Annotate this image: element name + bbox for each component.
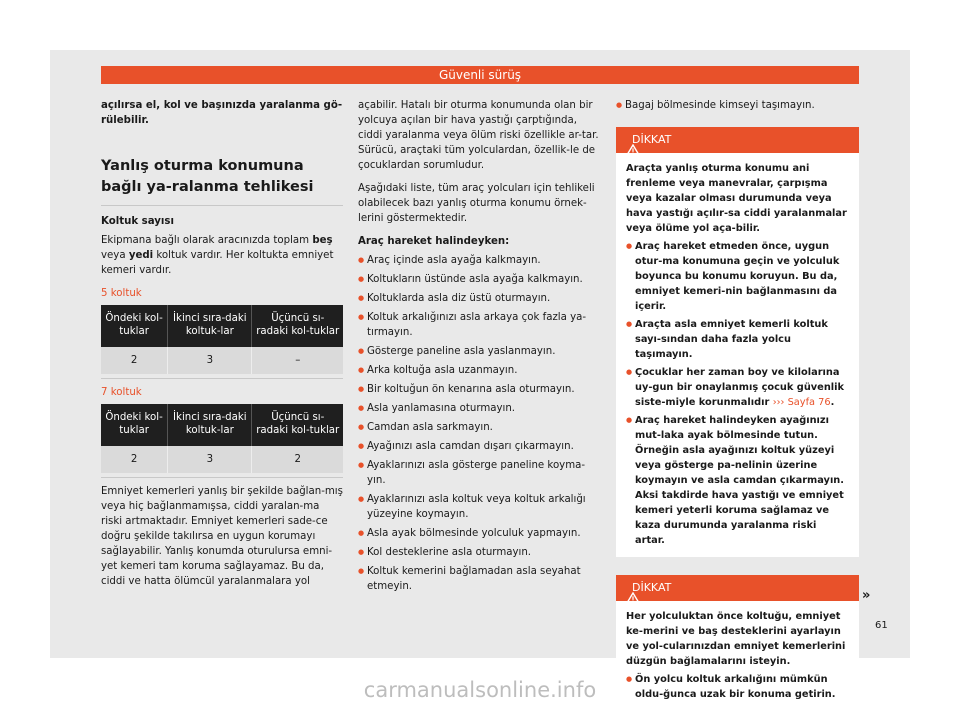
table-header-cell: İkinci sıra-daki koltuk-lar <box>168 404 252 446</box>
lead-text: açılırsa el, kol ve başınızda yaralanma gö-rülebilir. <box>101 100 343 126</box>
subheading-seat-count: Koltuk sayısı <box>101 216 174 227</box>
table-cell: – <box>252 347 343 374</box>
list-item: ● Ayağınızı asla camdan dışarı çıkarmayın. <box>358 439 601 454</box>
warning-header <box>616 575 859 601</box>
list-item: ● Koltukların üstünde asla ayağa kalkmayın. <box>358 272 601 287</box>
watermark: carmanualsonline.info <box>363 678 597 702</box>
subheading-while-driving: Araç hareket halindeyken: <box>358 236 510 247</box>
warning-header <box>616 127 859 153</box>
warning-intro: Her yolculuktan önce koltuğu, emniyet ke-merini ve baş desteklerini ayarlayın ve yol-cularınızdan emniyet kemerlerini düzgün bağlamalarını isteyin. <box>626 611 846 667</box>
column-3 <box>616 98 859 711</box>
warning-title: DİKKAT <box>632 133 672 146</box>
seat-table-5 <box>101 305 343 374</box>
list-item: ● Asla yanlamasına oturmayın. <box>358 401 601 416</box>
table-cell: 3 <box>168 347 252 374</box>
table-cell: 3 <box>168 446 252 473</box>
list-item: ● Bagaj bölmesinde kimseyi taşımayın. <box>616 98 859 113</box>
warning-list-item: ● Çocuklar her zaman boy ve kilolarına uy-gun bir onaylanmış çocuk güvenlik siste-miyle korunmalıdır ››› Sayfa 76. <box>626 365 849 410</box>
list-item: ● Ayaklarınızı asla gösterge paneline koyma-yın. <box>358 458 601 488</box>
warning-list-item: ● Araç hareket etmeden önce, uygun otur-ma konumuna geçin ve yolculuk boyunca bu konumu koruyun. Bu da, emniyet kemeri-nin bağlanmasını da içerir. <box>626 239 849 314</box>
table-divider <box>101 374 343 379</box>
warning-title: DİKKAT <box>632 581 672 594</box>
warning-intro: Araçta yanlış oturma konumu ani frenleme veya manevralar, çarpışma veya kazalar olması durumunda veya hava yastığı açılır-sa ciddi yaralanmalar veya ölüme yol aça-bilir. <box>626 163 847 234</box>
warning-list-item: ● Araçta asla emniyet kemerli koltuk sayı-sından daha fazla yolcu taşımayın. <box>626 317 849 362</box>
continue-arrow-icon: » <box>862 588 871 603</box>
list-item: ● Kol desteklerine asla oturmayın. <box>358 545 601 560</box>
list-item: ● Koltuk arkalığınızı asla arkaya çok fazla ya-tırmayın. <box>358 310 601 340</box>
table-label-7-seats: 7 koltuk <box>101 387 142 398</box>
list-item: ● Arka koltuğa asla uzanmayın. <box>358 363 601 378</box>
list-item: ● Araç içinde asla ayağa kalkmayın. <box>358 253 601 268</box>
body-paragraph: Aşağıdaki liste, tüm araç yolcuları için tehlikeli olabilecek bazı yanlış oturma konumu örnek-lerini göstermektedir. <box>358 183 595 224</box>
body-paragraph: açabilir. Hatalı bir oturma konumunda olan bir yolcuya açılan bir hava yastığı çarptığında, ciddi yaralanma veya ölüm riski özellikle ar-tar. Sürücü, araçtaki tüm yolculardan, özellik-le de çocuklardan sorumludur. <box>358 100 599 171</box>
list-item: ● Asla ayak bölmesinde yolculuk yapmayın. <box>358 526 601 541</box>
list-item: ● Bir koltuğun ön kenarına asla oturmayın. <box>358 382 601 397</box>
table-cell: 2 <box>252 446 343 473</box>
warning-box-1 <box>616 127 859 557</box>
warning-list-item: ● Ön yolcu koltuk arkalığını mümkün oldu-ğunca uzak bir konuma getirin. <box>626 672 849 702</box>
table-header-cell: Öndeki kol-tuklar <box>101 404 168 446</box>
list-item: ● Gösterge paneline asla yaslanmayın. <box>358 344 601 359</box>
column-1 <box>101 98 343 589</box>
table-header-cell: Üçüncü sı-radaki kol-tuklar <box>252 404 343 446</box>
page-number: 61 <box>875 620 888 631</box>
list-item: ● Koltuk kemerini bağlamadan asla seyahat etmeyin. <box>358 564 601 594</box>
table-header-cell: Üçüncü sı-radaki kol-tuklar <box>252 305 343 347</box>
list-item: ● Camdan asla sarkmayın. <box>358 420 601 435</box>
section-heading: Yanlış oturma konumuna bağlı ya-ralanma tehlikesi <box>101 156 343 206</box>
bullet-list <box>358 253 601 594</box>
page-reference-link[interactable]: ››› Sayfa 76 <box>772 397 831 408</box>
seat-table-7 <box>101 404 343 473</box>
column-2 <box>358 98 601 594</box>
list-item: ● Ayaklarınızı asla koltuk veya koltuk arkalığı yüzeyine koymayın. <box>358 492 601 522</box>
warning-list-item: ● Araç hareket halindeyken ayağınızı mut-laka ayak bölmesinde tutun. Örneğin asla ayağınızı koltuk yüzeyi veya gösterge pa-nelinin üzerine koymayın ve asla camdan çıkarmayın. Aksi takdirde hava yastığı ve emniyet kemeri yeterli koruma sağlamaz ve kaza durumunda yaralanma riski artar. <box>626 413 849 548</box>
warning-body <box>616 153 859 557</box>
body-paragraph: Emniyet kemerleri yanlış bir şekilde bağlan-mış veya hiç bağlanmamışsa, ciddi yaralan-ma riski artmaktadır. Emniyet kemerleri sade-ce doğru şekilde takılırsa en uygun korumayı sağlayabilir. Yanlış konumda oturulursa emni-yet kemeri tam koruma sağlayamaz. Bu da, ciddi ve hatta ölümcül yaralanmalara yol <box>101 486 343 587</box>
intro-paragraph: Ekipmana bağlı olarak aracınızda toplam beş veya yedi koltuk vardır. Her koltukta emniyet kemeri vardır. <box>101 235 334 276</box>
table-divider <box>101 473 343 478</box>
table-header-cell: Öndeki kol-tuklar <box>101 305 168 347</box>
table-label-5-seats: 5 koltuk <box>101 288 142 299</box>
table-cell: 2 <box>101 446 168 473</box>
table-header-cell: İkinci sıra-daki koltuk-lar <box>168 305 252 347</box>
section-header: Güvenli sürüş <box>101 66 859 84</box>
list-item: ● Koltuklarda asla diz üstü oturmayın. <box>358 291 601 306</box>
table-cell: 2 <box>101 347 168 374</box>
